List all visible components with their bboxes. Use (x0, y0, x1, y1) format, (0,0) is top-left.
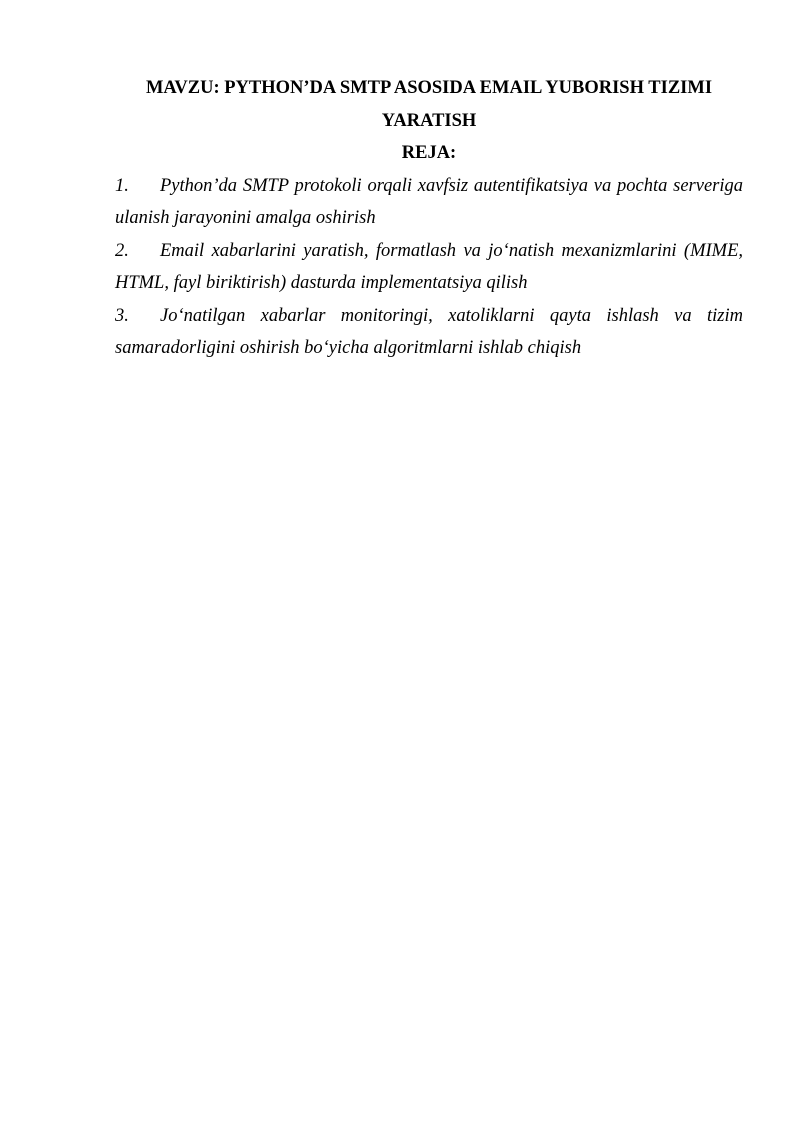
plan-item-3 (115, 300, 743, 365)
plan-item-number: 2. (115, 240, 129, 261)
document-title: MAVZU: PYTHON’DA SMTP ASOSIDA EMAIL YUBORISH TIZIMI YARATISH (145, 78, 713, 131)
page-content (115, 72, 743, 365)
plan-heading: REJA: (401, 143, 457, 163)
plan-item-1 (115, 170, 743, 235)
plan-item-text: Email xabarlarini yaratish, formatlash va jo‘natish mexanizmlarini (MIME, HTML, fayl biriktirish) dasturda implementatsiya qilish (115, 240, 743, 293)
plan-item-2 (115, 235, 743, 300)
plan-item-number: 3. (115, 305, 129, 326)
plan-item-text: Python’da SMTP protokoli orqali xavfsiz autentifikatsiya va pochta serveriga ulanish jarayonini amalga oshirish (115, 175, 743, 228)
plan-item-number: 1. (115, 175, 129, 196)
plan-list (115, 170, 743, 365)
plan-item-text: Jo‘natilgan xabarlar monitoringi, xatoliklarni qayta ishlash va tizim samaradorligini oshirish bo‘yicha algoritmlarni ishlab chiqish (115, 305, 743, 358)
